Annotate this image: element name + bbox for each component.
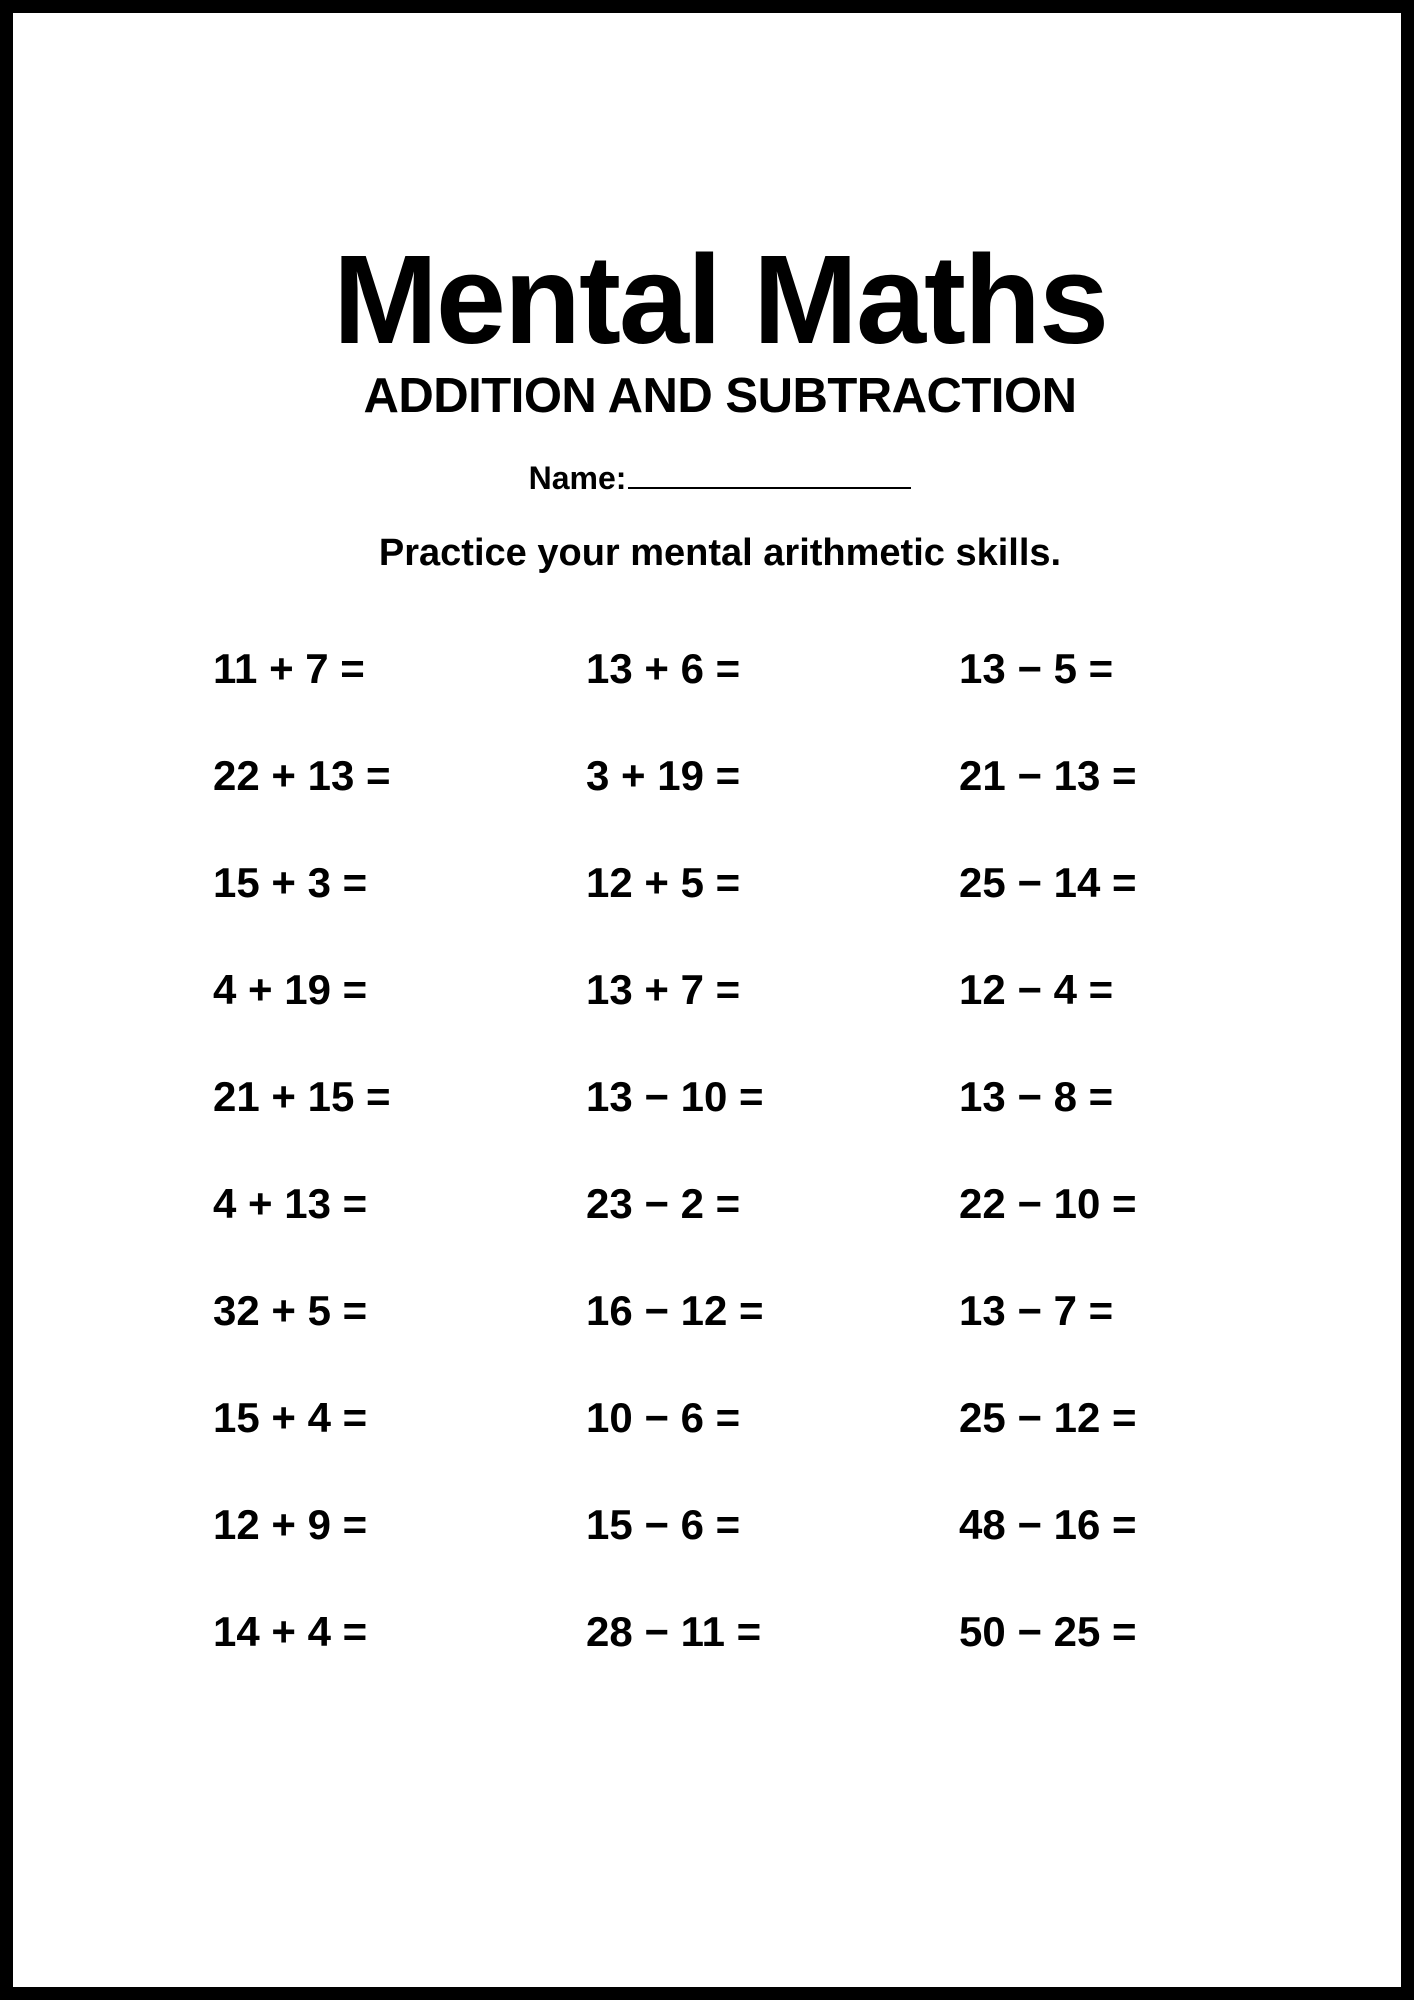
- problem-grid: [213, 641, 1213, 1711]
- problem-item: 15 − 6 =: [586, 1501, 741, 1548]
- page-subtitle: ADDITION AND SUBTRACTION: [363, 369, 1077, 423]
- problem-item: 13 + 7 =: [586, 966, 741, 1013]
- problem-item: 13 + 6 =: [586, 645, 741, 692]
- instructions: Practice your mental arithmetic skills.: [378, 532, 1062, 574]
- problem-item: 25 − 14 =: [959, 859, 1137, 906]
- problem-item: 4 + 19 =: [213, 966, 368, 1013]
- problem-item: 12 + 9 =: [213, 1501, 368, 1548]
- problem-item: 28 − 11 =: [586, 1608, 762, 1655]
- problem-item: 21 + 15 =: [213, 1073, 391, 1120]
- problem-item: 50 − 25 =: [959, 1608, 1137, 1655]
- problem-item: 13 − 8 =: [959, 1073, 1114, 1120]
- name-blank-line: [628, 457, 911, 489]
- problem-item: 13 − 10 =: [586, 1073, 764, 1120]
- problem-item: 4 + 13 =: [213, 1180, 368, 1227]
- problem-item: 10 − 6 =: [586, 1394, 741, 1441]
- problem-item: 15 + 3 =: [213, 859, 368, 906]
- problem-item: 32 + 5 =: [213, 1287, 368, 1334]
- problem-item: 13 − 5 =: [959, 645, 1114, 692]
- problem-item: 3 + 19 =: [586, 752, 741, 799]
- problem-item: 48 − 16 =: [959, 1501, 1137, 1548]
- name-row: [13, 457, 1414, 498]
- problem-item: 22 − 10 =: [959, 1180, 1137, 1227]
- problem-item: 12 + 5 =: [586, 859, 741, 906]
- page-title: Mental Maths: [332, 229, 1108, 370]
- name-label: Name:: [528, 460, 627, 496]
- problem-item: 14 + 4 =: [213, 1608, 368, 1655]
- problem-item: 23 − 2 =: [586, 1180, 741, 1227]
- problem-item: 15 + 4 =: [213, 1394, 368, 1441]
- problem-item: 13 − 7 =: [959, 1287, 1114, 1334]
- problem-item: 11 + 7 =: [213, 645, 365, 692]
- problem-item: 22 + 13 =: [213, 752, 391, 799]
- problem-item: 12 − 4 =: [959, 966, 1114, 1013]
- problem-item: 21 − 13 =: [959, 752, 1137, 799]
- problem-item: 16 − 12 =: [586, 1287, 764, 1334]
- problem-item: 25 − 12 =: [959, 1394, 1137, 1441]
